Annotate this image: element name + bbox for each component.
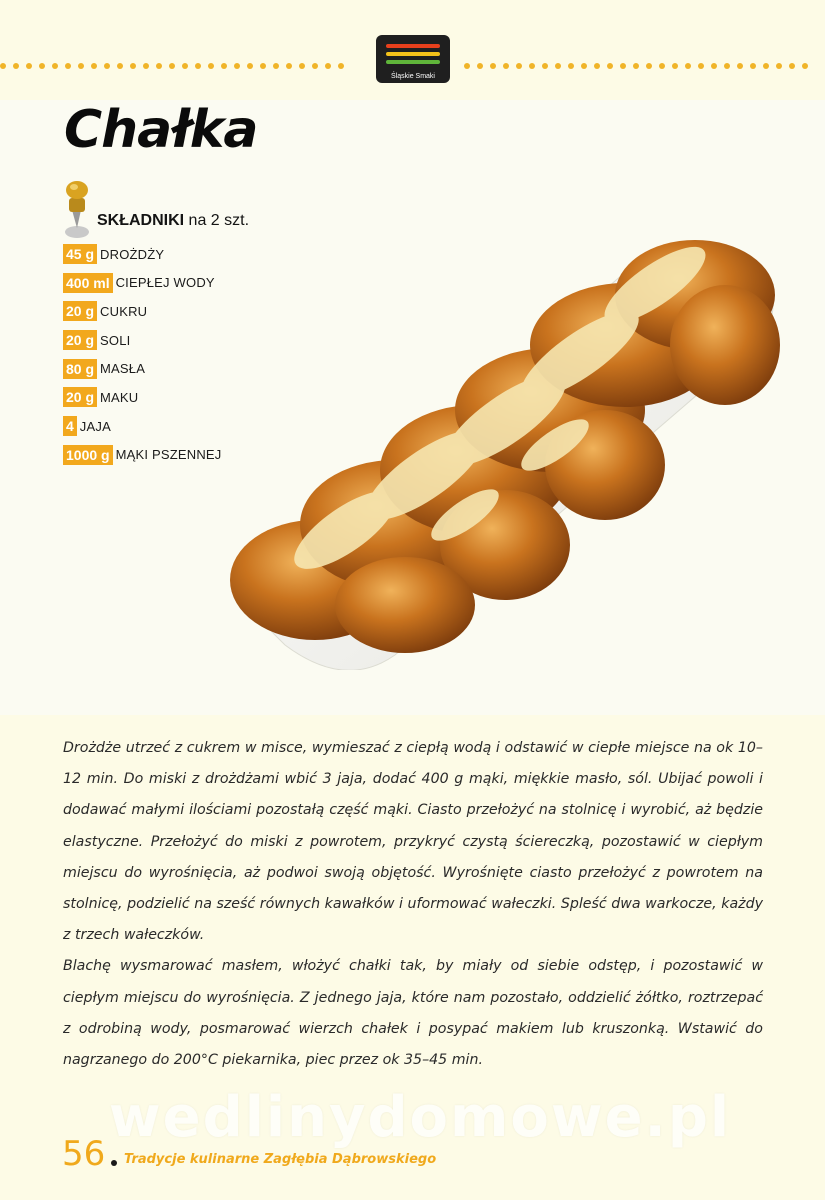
- header-dotted-rule-right: [464, 54, 825, 62]
- rule-dot: [711, 63, 717, 69]
- ingredient-name: MASŁA: [100, 361, 146, 377]
- footer-bullet: [111, 1160, 117, 1166]
- ingredient-amount: 1000 g: [63, 445, 113, 465]
- rule-dot: [26, 63, 32, 69]
- rule-dot: [260, 63, 266, 69]
- ingredient-name: DROŻDŻY: [100, 246, 165, 262]
- ingredient-name: CIEPŁEJ WODY: [115, 275, 215, 291]
- ingredient-row: [63, 444, 222, 466]
- slaskie-smaki-logo: [376, 35, 450, 83]
- rule-dot: [325, 63, 331, 69]
- rule-dot: [208, 63, 214, 69]
- rule-dot: [529, 63, 535, 69]
- ingredient-amount: 400 ml: [63, 273, 113, 293]
- rule-dot: [477, 63, 483, 69]
- rule-dot: [65, 63, 71, 69]
- ingredient-row: [63, 272, 222, 294]
- rule-dot: [802, 63, 808, 69]
- header-dotted-rule-left: [0, 54, 360, 62]
- ingredient-amount: 20 g: [63, 387, 97, 407]
- rule-dot: [247, 63, 253, 69]
- rule-dot: [503, 63, 509, 69]
- rule-dot: [299, 63, 305, 69]
- watermark: wedlinydomowe.pl: [108, 1085, 732, 1150]
- ingredients-heading-yield: na 2 szt.: [184, 212, 250, 229]
- rule-dot: [776, 63, 782, 69]
- pushpin-icon: [63, 180, 97, 240]
- rule-dot: [789, 63, 795, 69]
- rule-dot: [516, 63, 522, 69]
- rule-dot: [273, 63, 279, 69]
- rule-dot: [633, 63, 639, 69]
- rule-dot: [737, 63, 743, 69]
- rule-dot: [464, 63, 470, 69]
- rule-dot: [195, 63, 201, 69]
- rule-dot: [182, 63, 188, 69]
- rule-dot: [750, 63, 756, 69]
- ingredient-row: [63, 386, 222, 408]
- ingredient-name: MAKU: [100, 389, 139, 405]
- rule-dot: [685, 63, 691, 69]
- ingredients-list: [63, 243, 222, 473]
- logo-fork-icon: [386, 44, 440, 48]
- rule-dot: [607, 63, 613, 69]
- ingredient-row: [63, 300, 222, 322]
- ingredient-row: [63, 243, 222, 265]
- ingredient-name: MĄKI PSZENNEJ: [115, 447, 222, 463]
- rule-dot: [104, 63, 110, 69]
- recipe-paragraph-1: Drożdże utrzeć z cukrem w misce, wymieszać z ciepłą wodą i odstawić w ciepłe miejsce na ok 10–12 min. Do miski z drożdżami wbić 3 jaja, dodać 400 g mąki, miękkie masło, sól. Ubijać powoli i dodawać małymi ilościami pozostałą część mąki. Ciasto przełożyć na stolnicę i wyrobić, aż będzie elastyczne. Przełożyć do miski z powrotem, przykryć czystą ściereczką, pozostawić w ciepłym miejscu do wyrośnięcia, aż podwoi swoją objętość. Wyrośnięte ciasto przełożyć z powrotem na stolnicę, podzielić na sześć równych kawałków i uformować wałeczki. Spleść dwa warkocze, każdy z trzech wałeczków.: [63, 740, 763, 944]
- rule-dot: [91, 63, 97, 69]
- ingredient-amount: 20 g: [63, 301, 97, 321]
- ingredient-row: [63, 358, 222, 380]
- ingredient-name: SOLI: [100, 332, 131, 348]
- recipe-title: Chałka: [64, 100, 258, 160]
- rule-dot: [620, 63, 626, 69]
- rule-dot: [52, 63, 58, 69]
- rule-dot: [594, 63, 600, 69]
- rule-dot: [672, 63, 678, 69]
- rule-dot: [0, 63, 6, 69]
- rule-dot: [763, 63, 769, 69]
- rule-dot: [234, 63, 240, 69]
- rule-dot: [568, 63, 574, 69]
- recipe-instructions: [63, 733, 763, 1076]
- rule-dot: [312, 63, 318, 69]
- page-number: 56: [62, 1134, 106, 1174]
- challah-bread-photo: [225, 185, 785, 670]
- rule-dot: [724, 63, 730, 69]
- rule-dot: [117, 63, 123, 69]
- rule-dot: [581, 63, 587, 69]
- rule-dot: [169, 63, 175, 69]
- rule-dot: [542, 63, 548, 69]
- ingredient-name: CUKRU: [100, 303, 148, 319]
- rule-dot: [698, 63, 704, 69]
- rule-dot: [659, 63, 665, 69]
- ingredient-amount: 20 g: [63, 330, 97, 350]
- footer-book-title: Tradycje kulinarne Zagłębia Dąbrowskiego: [124, 1152, 437, 1167]
- rule-dot: [143, 63, 149, 69]
- rule-dot: [490, 63, 496, 69]
- ingredient-row: [63, 329, 222, 351]
- rule-dot: [39, 63, 45, 69]
- ingredient-name: JAJA: [79, 418, 111, 434]
- rule-dot: [78, 63, 84, 69]
- logo-text: Śląskie Smaki: [391, 73, 435, 80]
- ingredients-heading-label: SKŁADNIKI: [97, 212, 185, 229]
- rule-dot: [13, 63, 19, 69]
- logo-knife-icon: [386, 60, 440, 64]
- rule-dot: [156, 63, 162, 69]
- rule-dot: [555, 63, 561, 69]
- ingredient-amount: 45 g: [63, 244, 97, 264]
- rule-dot: [646, 63, 652, 69]
- ingredient-row: [63, 415, 222, 437]
- ingredient-amount: 4: [63, 416, 77, 436]
- rule-dot: [286, 63, 292, 69]
- ingredient-amount: 80 g: [63, 359, 97, 379]
- recipe-paragraph-2: Blachę wysmarować masłem, włożyć chałki tak, by miały od siebie odstęp, i pozostawić w ciepłym miejscu do wyrośnięcia. Z jednego jaja, które nam pozostało, oddzielić żółtko, roztrzepać z odrobiną wody, posmarować wierzch chałek i posypać makiem lub kruszonką. Wstawić do nagrzanego do 200°C piekarnika, piec przez ok 35–45 min.: [63, 958, 763, 1069]
- rule-dot: [221, 63, 227, 69]
- rule-dot: [338, 63, 344, 69]
- logo-spoon-icon: [386, 52, 440, 56]
- rule-dot: [130, 63, 136, 69]
